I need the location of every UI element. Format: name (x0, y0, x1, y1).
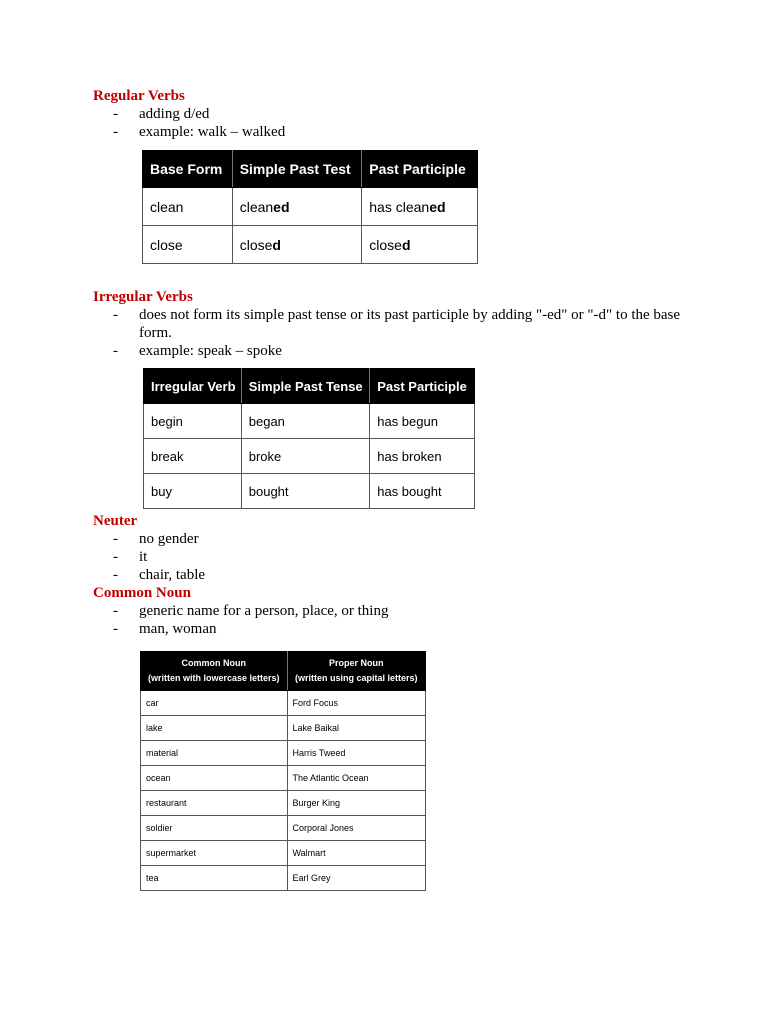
regular-verbs-heading: Regular Verbs (93, 88, 185, 104)
neuter-bullets (113, 530, 205, 584)
table-cell: car (141, 691, 288, 716)
irregular-verbs-table (143, 368, 475, 509)
table-cell: material (141, 741, 288, 766)
table-header-row (143, 151, 478, 188)
table-cell: break (144, 439, 242, 474)
table-cell: Ford Focus (287, 691, 425, 716)
table-row (141, 741, 426, 766)
table-cell: supermarket (141, 841, 288, 866)
table-cell: begin (144, 404, 242, 439)
table-row (141, 866, 426, 891)
table-row (143, 226, 478, 264)
common-noun-heading: Common Noun (93, 585, 191, 601)
table-cell: close (143, 226, 233, 264)
table-cell: has bought (370, 474, 475, 509)
bullet-item: - man, woman (113, 620, 388, 638)
table-row (141, 841, 426, 866)
header-simple-past-tense: Simple Past Tense (241, 369, 369, 404)
regular-verbs-bullets (113, 105, 285, 141)
table-header-row (141, 652, 426, 691)
table-cell: closed (232, 226, 362, 264)
table-row (141, 766, 426, 791)
table-cell: Walmart (287, 841, 425, 866)
table-row (141, 816, 426, 841)
table-cell: The Atlantic Ocean (287, 766, 425, 791)
header-proper-noun: Proper Noun (written using capital letters) (287, 652, 425, 691)
neuter-heading: Neuter (93, 513, 138, 529)
table-cell: closed (362, 226, 478, 264)
table-header-row (144, 369, 475, 404)
bullet-item: - adding d/ed (113, 105, 285, 123)
table-cell: ocean (141, 766, 288, 791)
bullet-item: - example: walk – walked (113, 123, 285, 141)
table-cell: soldier (141, 816, 288, 841)
header-base-form: Base Form (143, 151, 233, 188)
common-proper-noun-table (140, 651, 426, 891)
table-row (144, 474, 475, 509)
header-past-participle: Past Participle (370, 369, 475, 404)
table-cell: clean (143, 188, 233, 226)
bullet-item: - generic name for a person, place, or thing (113, 602, 388, 620)
header-irregular-verb: Irregular Verb (144, 369, 242, 404)
table-row (143, 188, 478, 226)
table-cell: lake (141, 716, 288, 741)
table-cell: has broken (370, 439, 475, 474)
table-row (144, 439, 475, 474)
irregular-verbs-bullets (113, 306, 694, 360)
table-row (141, 791, 426, 816)
common-noun-bullets (113, 602, 388, 638)
bullet-item: - it (113, 548, 205, 566)
table-row (144, 404, 475, 439)
regular-verbs-table (142, 150, 478, 264)
bullet-item: - does not form its simple past tense or its past participle by adding "-ed" or "-d" to the base form. (113, 306, 694, 342)
table-cell: cleaned (232, 188, 362, 226)
table-cell: began (241, 404, 369, 439)
bullet-item: - no gender (113, 530, 205, 548)
table-cell: broke (241, 439, 369, 474)
header-past-participle: Past Participle (362, 151, 478, 188)
bullet-item: - example: speak – spoke (113, 342, 694, 360)
table-row (141, 691, 426, 716)
table-cell: bought (241, 474, 369, 509)
table-cell: Burger King (287, 791, 425, 816)
table-cell: Lake Baikal (287, 716, 425, 741)
bullet-item: - chair, table (113, 566, 205, 584)
table-cell: Earl Grey (287, 866, 425, 891)
irregular-verbs-heading: Irregular Verbs (93, 289, 193, 305)
table-cell: has begun (370, 404, 475, 439)
header-common-noun: Common Noun (written with lowercase letters) (141, 652, 288, 691)
header-simple-past: Simple Past Test (232, 151, 362, 188)
table-cell: tea (141, 866, 288, 891)
table-cell: Harris Tweed (287, 741, 425, 766)
table-row (141, 716, 426, 741)
table-cell: Corporal Jones (287, 816, 425, 841)
table-cell: restaurant (141, 791, 288, 816)
table-cell: buy (144, 474, 242, 509)
table-cell: has cleaned (362, 188, 478, 226)
